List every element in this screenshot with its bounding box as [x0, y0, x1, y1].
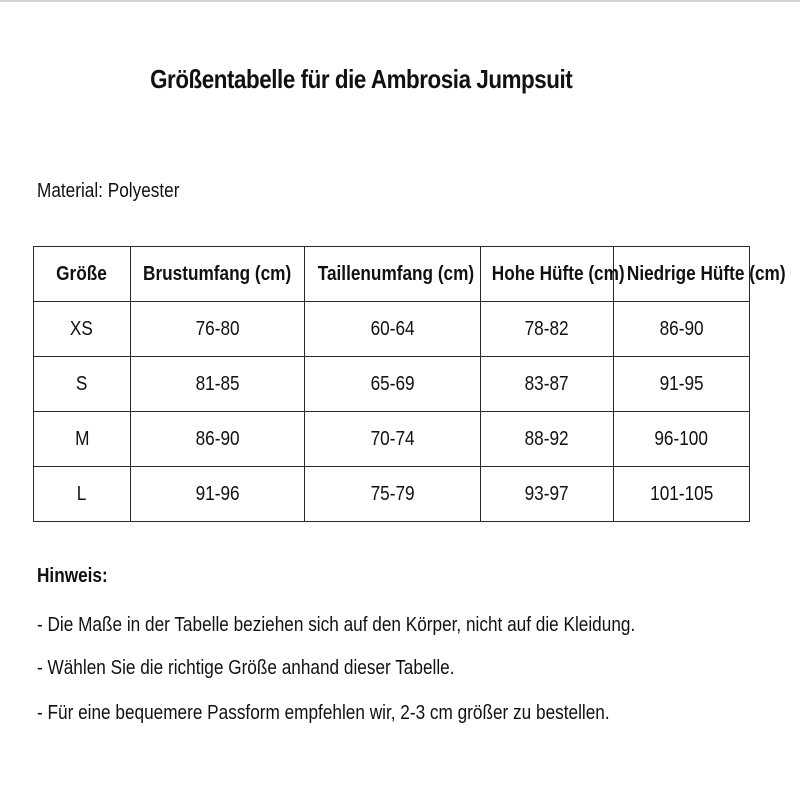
size-chart-table: [33, 246, 786, 522]
notes-heading: Hinweis:: [37, 565, 108, 587]
table-cell: 86-90: [130, 412, 304, 467]
table-cell: 83-87: [481, 357, 614, 412]
top-divider: [0, 0, 800, 2]
note-line: - Für eine bequemere Passform empfehlen wir, 2-3 cm größer zu bestellen.: [37, 702, 610, 724]
table-cell: 93-97: [481, 467, 614, 522]
table-cell: 91-96: [130, 467, 304, 522]
table-cell: 86-90: [614, 302, 750, 357]
table-cell: XS: [34, 302, 131, 357]
table-row: [34, 412, 750, 467]
page-title: Größentabelle für die Ambrosia Jumpsuit: [150, 64, 573, 94]
header-size: Größe: [34, 247, 131, 302]
table-header-row: [34, 247, 750, 302]
table-cell: M: [34, 412, 131, 467]
table-row: [34, 357, 750, 412]
header-low-hip: Niedrige Hüfte (cm): [614, 247, 750, 302]
header-waist: Taillenumfang (cm): [304, 247, 480, 302]
table-row: [34, 467, 750, 522]
table-cell: 78-82: [481, 302, 614, 357]
table-cell: 76-80: [130, 302, 304, 357]
table-row: [34, 302, 750, 357]
table-cell: 91-95: [614, 357, 750, 412]
table-cell: 65-69: [304, 357, 480, 412]
table-cell: 101-105: [614, 467, 750, 522]
header-bust: Brustumfang (cm): [130, 247, 304, 302]
note-line: - Wählen Sie die richtige Größe anhand dieser Tabelle.: [37, 657, 455, 679]
table-cell: 60-64: [304, 302, 480, 357]
table-cell: L: [34, 467, 131, 522]
table-cell: 96-100: [614, 412, 750, 467]
table-cell: 88-92: [481, 412, 614, 467]
header-high-hip: Hohe Hüfte (cm): [481, 247, 614, 302]
material-info: Material: Polyester: [37, 180, 180, 202]
table-cell: 70-74: [304, 412, 480, 467]
table-cell: 75-79: [304, 467, 480, 522]
note-line: - Die Maße in der Tabelle beziehen sich auf den Körper, nicht auf die Kleidung.: [37, 614, 636, 636]
table-cell: S: [34, 357, 131, 412]
table-cell: 81-85: [130, 357, 304, 412]
